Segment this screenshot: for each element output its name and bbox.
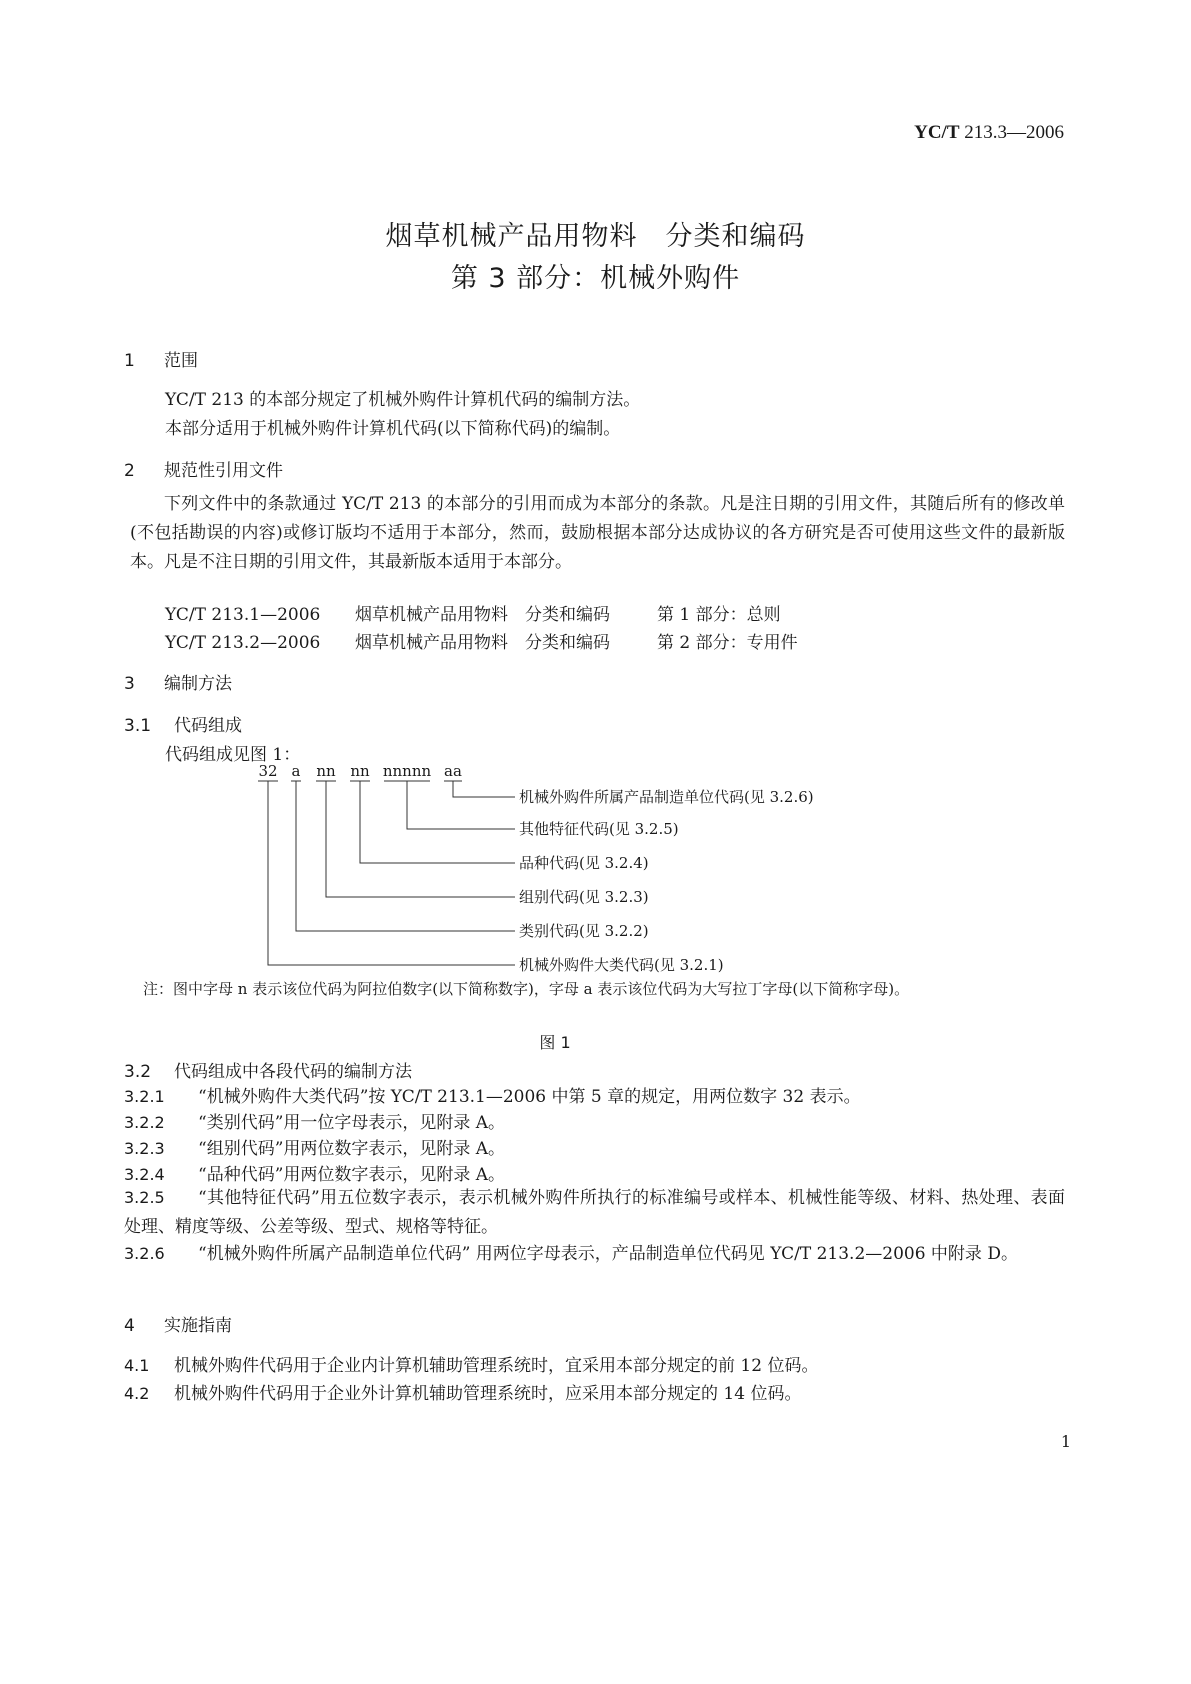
segment-nn-group: nn — [316, 762, 336, 780]
clause-3-2-4: 3.2.4 “品种代码”用两位数字表示，见附录 A。 — [124, 1165, 506, 1185]
standard-code: YC/T 213.3—2006 — [914, 122, 1064, 143]
clause-3-2-6: 3.2.6 “机械外购件所属产品制造单位代码” 用两位字母表示，产品制造单位代码见 YC/T 213.2—2006 中附录 D。 — [124, 1244, 1018, 1264]
section-2-heading: 2 规范性引用文件 — [124, 461, 283, 481]
reference-row: YC/T 213.2—2006 烟草机械产品用物料 分类和编码 第 2 部分：专用件 — [165, 633, 798, 653]
connector-nn-variety — [360, 781, 515, 863]
label-category-code: 类别代码(见 3.2.2) — [519, 922, 649, 940]
label-manufacturer-code: 机械外购件所属产品制造单位代码(见 3.2.6) — [519, 788, 814, 806]
segment-nnnnn: nnnnn — [382, 762, 432, 780]
label-group-code: 组别代码(见 3.2.3) — [519, 888, 649, 906]
document-title: 烟草机械产品用物料 分类和编码 — [385, 221, 806, 252]
connector-nnnnn — [407, 781, 515, 829]
document-subtitle: 第 3 部分：机械外购件 — [450, 263, 741, 294]
connector-nn-group — [326, 781, 515, 897]
clause-3-2-1: 3.2.1 “机械外购件大类代码”按 YC/T 213.1—2006 中第 5 章的规定，用两位数字 32 表示。 — [124, 1087, 861, 1107]
page-number: 1 — [1060, 1432, 1071, 1451]
clause-3-2-2: 3.2.2 “类别代码”用一位字母表示，见附录 A。 — [124, 1113, 506, 1133]
section-1-paragraph-1: YC/T 213 的本部分规定了机械外购件计算机代码的编制方法。 — [165, 390, 641, 410]
section-3-1-heading: 3.1 代码组成 — [124, 716, 242, 736]
clause-3-2-5: 3.2.5 “其他特征代码”用五位数字表示，表示机械外购件所执行的标准编号或样本、机械性能等级、材料、热处理、表面处理、精度等级、公差等级、型式、规格等特征。 — [124, 1188, 1065, 1237]
clause-4-2: 4.2 机械外购件代码用于企业外计算机辅助管理系统时，应采用本部分规定的 14 位码。 — [124, 1384, 802, 1404]
segment-a: a — [291, 762, 301, 780]
segment-aa: aa — [444, 762, 462, 780]
figure-caption: 图 1 — [539, 1033, 571, 1052]
connector-a — [296, 781, 515, 931]
segment-nn-variety: nn — [350, 762, 370, 780]
connector-32 — [268, 781, 515, 965]
section-3-heading: 3 编制方法 — [124, 674, 232, 694]
label-other-feature-code: 其他特征代码(见 3.2.5) — [519, 820, 679, 838]
clause-4-1: 4.1 机械外购件代码用于企业内计算机辅助管理系统时，宜采用本部分规定的前 12 位码。 — [124, 1356, 819, 1376]
figure-intro: 代码组成见图 1： — [165, 745, 301, 765]
section-2-paragraph: 下列文件中的条款通过 YC/T 213 的本部分的引用而成为本部分的条款。凡是注日期的引用文件，其随后所有的修改单(不包括勘误的内容)或修订版均不适用于本部分，然而，鼓励根据本部分达成协议的各方研究是否可使用这些文件的最新版本。凡是不注日期的引用文件，其最新版本适用于本部分。 — [130, 494, 1065, 572]
label-variety-code: 品种代码(见 3.2.4) — [519, 854, 649, 872]
segment-32: 32 — [258, 762, 278, 780]
section-4-heading: 4 实施指南 — [124, 1316, 232, 1336]
figure-note: 注：图中字母 n 表示该位代码为阿拉伯数字(以下简称数字)，字母 a 表示该位代码为大写拉丁字母(以下简称字母)。 — [143, 980, 910, 998]
section-1-paragraph-2: 本部分适用于机械外购件计算机代码(以下简称代码)的编制。 — [165, 419, 621, 439]
connector-aa — [453, 781, 515, 797]
reference-row: YC/T 213.1—2006 烟草机械产品用物料 分类和编码 第 1 部分：总则 — [165, 605, 781, 625]
section-3-2-heading: 3.2 代码组成中各段代码的编制方法 — [124, 1062, 412, 1082]
label-major-class-code: 机械外购件大类代码(见 3.2.1) — [519, 956, 724, 974]
clause-3-2-3: 3.2.3 “组别代码”用两位数字表示，见附录 A。 — [124, 1139, 506, 1159]
section-1-heading: 1 范围 — [124, 351, 198, 371]
